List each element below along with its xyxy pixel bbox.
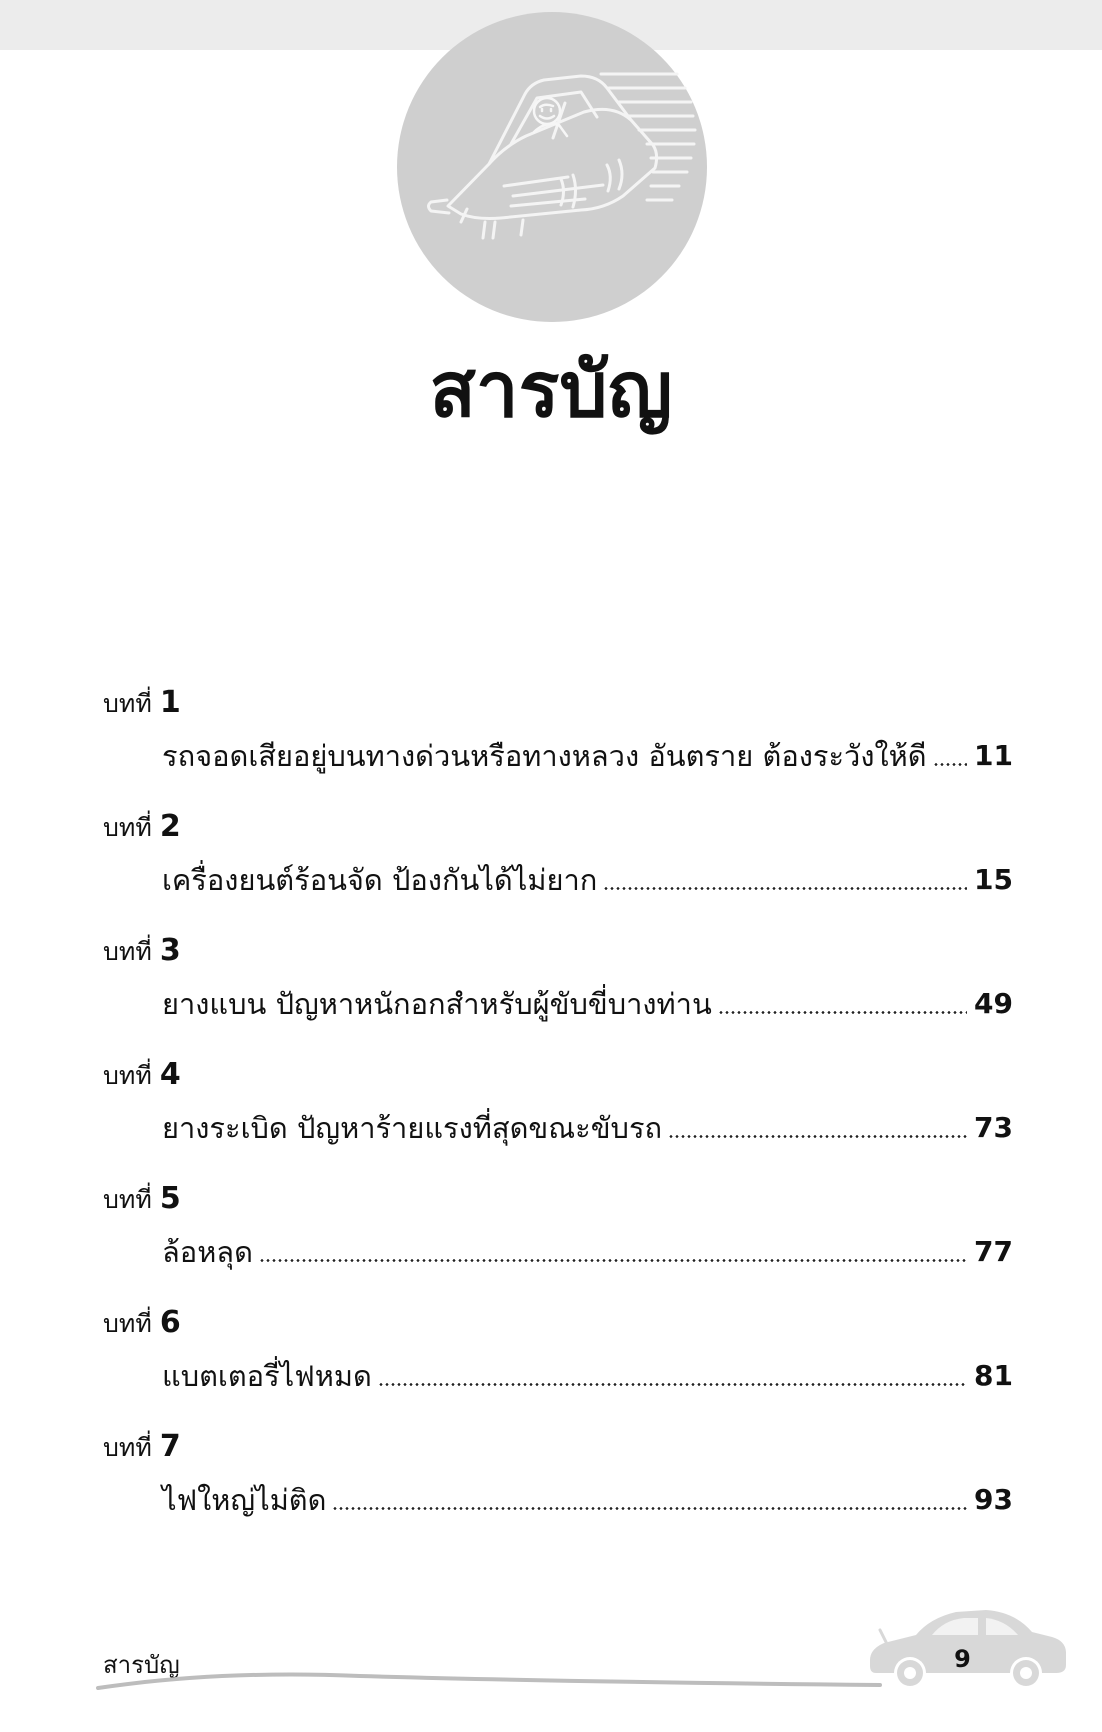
chapter-title: ยางแบน ปัญหาหนักอกสำหรับผู้ขับขี่บางท่าน xyxy=(162,987,712,1021)
dot-leader xyxy=(668,1135,967,1138)
chapter-label: บทที่ xyxy=(103,1433,152,1462)
chapter-title: ล้อหลุด xyxy=(162,1235,253,1269)
chapter-heading xyxy=(103,1058,181,1096)
toc-entry xyxy=(162,984,1013,1024)
toc-entry xyxy=(162,736,1013,776)
dot-leader xyxy=(378,1383,967,1386)
chapter-number: 5 xyxy=(159,1181,181,1216)
toc-chapter-4 xyxy=(103,1058,1013,1182)
toc-entry xyxy=(162,860,1013,900)
chapter-heading xyxy=(103,934,181,972)
page-number: 81 xyxy=(974,1359,1013,1392)
toc-entry xyxy=(162,1356,1013,1396)
toc-chapter-2 xyxy=(103,810,1013,934)
chapter-title: ไฟใหญ่ไม่ติด xyxy=(162,1483,327,1517)
dot-leader xyxy=(933,763,967,766)
page-number: 49 xyxy=(974,987,1013,1020)
chapter-label: บทที่ xyxy=(103,813,152,842)
toc-chapter-7 xyxy=(103,1430,1013,1554)
table-of-contents xyxy=(103,686,1013,1554)
page-number: 77 xyxy=(974,1235,1013,1268)
dot-leader xyxy=(718,1011,967,1014)
chapter-number: 1 xyxy=(159,685,181,720)
toc-chapter-1 xyxy=(103,686,1013,810)
chapter-heading xyxy=(103,686,181,724)
toc-chapter-6 xyxy=(103,1306,1013,1430)
toc-entry xyxy=(162,1480,1013,1520)
toc-entry xyxy=(162,1232,1013,1272)
chapter-label: บทที่ xyxy=(103,1309,152,1338)
page-number: 93 xyxy=(974,1483,1013,1516)
footer-section-label: สารบัญ xyxy=(103,1651,180,1679)
chapter-title: รถจอดเสียอยู่บนทางด่วนหรือทางหลวง อันตราย ต้องระวังให้ดี xyxy=(162,739,927,773)
chapter-number: 6 xyxy=(159,1305,181,1340)
chapter-title: เครื่องยนต์ร้อนจัด ป้องกันได้ไม่ยาก xyxy=(162,863,598,897)
chapter-number: 7 xyxy=(159,1429,181,1464)
chapter-title: แบตเตอรี่ไฟหมด xyxy=(162,1359,372,1393)
chapter-label: บทที่ xyxy=(103,1061,152,1090)
chapter-number: 3 xyxy=(159,933,181,968)
toc-chapter-3 xyxy=(103,934,1013,1058)
chapter-number: 2 xyxy=(159,809,181,844)
page-number: 73 xyxy=(974,1111,1013,1144)
dot-leader xyxy=(603,887,967,890)
chapter-heading xyxy=(103,1306,181,1344)
chapter-heading xyxy=(103,810,181,848)
footer-page-number: 9 xyxy=(954,1645,971,1673)
dot-leader xyxy=(332,1507,967,1510)
chapter-number: 4 xyxy=(159,1057,181,1092)
car-driver-illustration-icon xyxy=(393,8,711,326)
chapter-title: ยางระเบิด ปัญหาร้ายแรงที่สุดขณะขับรถ xyxy=(162,1111,663,1145)
toc-chapter-5 xyxy=(103,1182,1013,1306)
page-number: 11 xyxy=(974,739,1013,772)
toc-entry xyxy=(162,1108,1013,1148)
chapter-label: บทที่ xyxy=(103,689,152,718)
dot-leader xyxy=(259,1259,967,1262)
page-number: 15 xyxy=(974,863,1013,896)
footer-swoosh xyxy=(90,1660,890,1700)
chapter-heading xyxy=(103,1182,181,1220)
chapter-label: บทที่ xyxy=(103,937,152,966)
page-title: สารบัญ xyxy=(429,345,673,434)
chapter-label: บทที่ xyxy=(103,1185,152,1214)
chapter-heading xyxy=(103,1430,181,1468)
